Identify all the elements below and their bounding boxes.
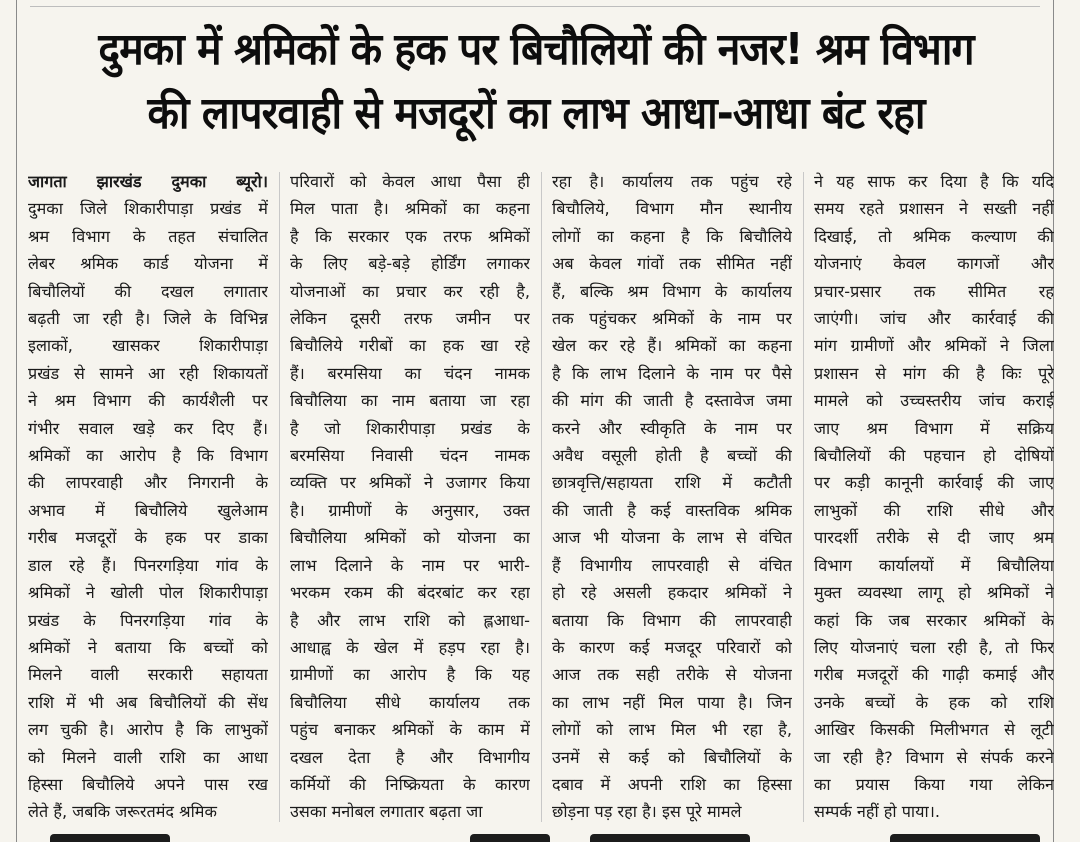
article-text-line: बिचौलिया का नाम बताया जा रहा	[290, 391, 530, 411]
article-text-line: बिचौलिये, विभाग मौन स्थानीय	[552, 199, 792, 219]
article-text-line: है कि लाभ दिलाने के नाम पर पैसे	[552, 363, 792, 383]
article-text-line: हैं, बल्कि श्रम विभाग के कार्यालय	[552, 281, 792, 301]
article-text-line: जाएंगी। जांच और कार्रवाई की	[814, 309, 1054, 329]
article-text-line: श्रमिकों ने खोली पोल शिकारीपाड़ा	[28, 583, 268, 603]
column-rule	[541, 172, 542, 822]
article-column-4	[814, 168, 1054, 828]
article-text-line: गरीब मजदूरों के हक पर डाका	[28, 528, 268, 548]
article-text-line: करने और स्वीकृति के नाम पर	[552, 418, 792, 438]
article-text-line: समय रहते प्रशासन ने सख्ती नहीं	[814, 199, 1054, 219]
article-text-line: व्यक्ति पर श्रमिकों ने उजागर किया	[290, 473, 530, 493]
article-text-line: जा रही है? विभाग से संपर्क करने	[814, 747, 1054, 767]
headline-line-2: की लापरवाही से मजदूरों का लाभ आधा-आधा बंट रहा	[147, 88, 925, 139]
article-text-line: ने यह साफ कर दिया है कि यदि	[814, 172, 1054, 191]
article-text-line: आज भी योजना के लाभ से वंचित	[552, 528, 792, 548]
article-text-line: है जो शिकारीपाड़ा प्रखंड के	[290, 418, 530, 438]
article-text-line: लाभ दिलाने के नाम पर भारी-	[290, 555, 530, 575]
article-text-line: लेते हैं, जबकि जरूरतमंद श्रमिक	[28, 802, 217, 822]
article-text-line: छोड़ना पड़ रहा है। इस पूरे मामले	[552, 802, 742, 822]
article-text-line: का लाभ नहीं मिल पाया है। जिन	[552, 692, 792, 712]
article-text-line: लोगों का कहना है कि बिचौलिये	[552, 226, 792, 246]
headline-line-1: दुमका में श्रमिकों के हक पर बिचौलियों की नजर! श्रम विभाग	[98, 24, 974, 75]
cropped-text	[590, 834, 750, 842]
article-text-line: कहां कि जब सरकार श्रमिकों के	[814, 610, 1054, 630]
article-text-line: श्रम विभाग के तहत संचालित	[28, 226, 268, 246]
article-text-line: मामले को उच्चस्तरीय जांच कराई	[814, 391, 1054, 411]
article-text-line: इलाकों, खासकर शिकारीपाड़ा	[28, 336, 268, 356]
article-text-line: है। ग्रामीणों के अनुसार, उक्त	[290, 500, 530, 520]
column-rule	[803, 172, 804, 822]
article-text-line: बिचौलिया श्रमिकों को योजना का	[290, 528, 530, 548]
article-text-line: लेकिन दूसरी तरफ जमीन पर	[290, 309, 530, 329]
article-text-line: प्रशासन से मांग की है किः पूरे	[814, 363, 1054, 383]
article-text-line: कर्मियों की निष्क्रियता के कारण	[290, 774, 530, 794]
article-text-line: योजनाओं का प्रचार कर रही है,	[290, 281, 530, 301]
article-text-line: छात्रवृत्ति/सहायता राशि में कटौती	[552, 473, 792, 493]
article-text-line: श्रमिकों का आरोप है कि विभाग	[28, 446, 268, 466]
column-1-text	[28, 195, 268, 825]
article-text-line: ग्रामीणों का आरोप है कि यह	[290, 665, 530, 685]
article-text-line: लिए योजनाएं चला रही है, तो फिर	[814, 637, 1054, 657]
article-text-line: मिलने वाली सरकारी सहायता	[28, 665, 268, 685]
article-text-line: मिल पाता है। श्रमिकों का कहना	[290, 199, 530, 219]
cropped-text	[890, 834, 1040, 842]
article-text-line: राशि में भी अब बिचौलियों की सेंध	[28, 692, 268, 712]
article-text-line: भरकम रकम की बंदरबांट कर रहा	[290, 583, 530, 603]
article-text-line: प्रखंड से सामने आ रही शिकायतों	[28, 363, 268, 383]
article-text-line: आधाह्व के खेल में हड़प रहा है।	[290, 637, 530, 657]
column-2-text	[290, 168, 530, 826]
article-text-line: प्रचार-प्रसार तक सीमित रह	[814, 281, 1054, 301]
article-text-line: आज तक सही तरीके से योजना	[552, 665, 792, 685]
article-text-line: बरमसिया निवासी चंदन नामक	[290, 446, 530, 466]
article-text-line: जाए श्रम विभाग में सक्रिय	[814, 418, 1054, 438]
article-text-line: के कारण कई मजदूर परिवारों को	[552, 637, 792, 657]
article-text-line: हैं। बरमसिया का चंदन नामक	[290, 363, 530, 383]
article-text-line: को मिलने वाली राशि का आधा	[28, 747, 268, 767]
article-text-line: की लापरवाही और निगरानी के	[28, 473, 268, 493]
column-rule	[279, 172, 280, 822]
article-text-line: सम्पर्क नहीं हो पाया।.	[814, 802, 940, 822]
article-text-line: पारदर्शी तरीके से दी जाए श्रम	[814, 528, 1054, 548]
article-text-line: लाभुकों की राशि सीधे और	[814, 500, 1054, 520]
article-text-line: प्रखंड के पिनरगड़िया गांव के	[28, 610, 268, 630]
article-text-line: अभाव में बिचौलिये खुलेआम	[28, 500, 268, 520]
article-text-line: परिवारों को केवल आधा पैसा ही	[290, 172, 530, 191]
cropped-text	[470, 834, 550, 842]
article-text-line: रहा है। कार्यालय तक पहुंच रहे	[552, 172, 792, 191]
article-text-line: मुक्त व्यवस्था लागू हो श्रमिकों ने	[814, 583, 1054, 603]
article-text-line: आखिर किसकी मिलीभगत से लूटी	[814, 720, 1054, 740]
article-text-line: हिस्सा बिचौलिये अपने पास रख	[28, 774, 268, 794]
column-4-text	[814, 168, 1054, 826]
article-text-line: गंभीर सवाल खड़े कर दिए हैं।	[28, 418, 268, 438]
article-text-line: उनमें से कई को बिचौलियों के	[552, 747, 792, 767]
article-text-line: का प्रयास किया गया लेकिन	[814, 774, 1054, 794]
article-text-line: विभाग कार्यालयों में बिचौलिया	[814, 555, 1054, 575]
article-text-line: मांग ग्रामीणों और श्रमिकों ने जिला	[814, 336, 1054, 356]
article-text-line: दिखाई, तो श्रमिक कल्याण की	[814, 226, 1054, 246]
article-text-line: लोगों को लाभ मिल भी रहा है,	[552, 720, 792, 740]
article-text-line: बिचौलिया सीधे कार्यालय तक	[290, 692, 530, 712]
neighbouring-column-left	[0, 0, 16, 842]
next-headline-cropped	[30, 828, 1040, 842]
article-text-line: योजनाएं केवल कागजों और	[814, 254, 1054, 274]
article-text-line: ने श्रम विभाग की कार्यशैली पर	[28, 391, 268, 411]
article-text-line: की जाती है कई वास्तविक श्रमिक	[552, 500, 792, 520]
article-text-line: बढ़ती जा रही है। जिले के विभिन्न	[28, 309, 268, 329]
article-text-line: डाल रहे हैं। पिनरगड़िया गांव के	[28, 555, 268, 575]
article-text-line: दबाव में अपनी राशि का हिस्सा	[552, 774, 792, 794]
article-body	[28, 168, 1058, 828]
article-text-line: दखल देता है और विभागीय	[290, 747, 530, 767]
top-rule	[30, 0, 1040, 7]
article-headline	[62, 18, 1011, 146]
article-text-line: गरीब मजदूरों की गाढ़ी कमाई और	[814, 665, 1054, 685]
article-text-line: बिचौलियों की दखल लगातार	[28, 281, 268, 301]
article-text-line: अब केवल गांवों तक सीमित नहीं	[552, 254, 792, 274]
cropped-text	[50, 834, 170, 842]
article-text-line: खेल कर रहे हैं। श्रमिकों का कहना	[552, 336, 792, 356]
article-text-line: लेबर श्रमिक कार्ड योजना में	[28, 254, 268, 274]
article-text-line: दुमका जिले शिकारीपाड़ा प्रखंड में	[28, 199, 268, 219]
article-text-line: पर कड़ी कानूनी कार्रवाई की जाए	[814, 473, 1054, 493]
article-text-line: पहुंच बनाकर श्रमिकों के काम में	[290, 720, 530, 740]
article-column-2	[290, 168, 530, 828]
article-column-1	[28, 168, 268, 828]
dateline: जागता झारखंड दुमका ब्यूरो।	[28, 172, 268, 191]
article-text-line: की मांग की जाती है दस्तावेज जमा	[552, 391, 792, 411]
article-column-3	[552, 168, 792, 828]
article-text-line: उसका मनोबल लगातार बढ़ता जा	[290, 802, 483, 822]
article-text-line: है कि सरकार एक तरफ श्रमिकों	[290, 226, 530, 246]
article-text-line: तक पहुंचकर श्रमिकों के नाम पर	[552, 309, 792, 329]
article-text-line: हो रहे असली हकदार श्रमिकों ने	[552, 583, 792, 603]
column-3-text	[552, 168, 792, 826]
article-text-line: श्रमिकों ने बताया कि बच्चों को	[28, 637, 268, 657]
article-text-line: बिचौलियों की पहचान हो दोषियों	[814, 446, 1054, 466]
article-text-line: अवैध वसूली होती है बच्चों की	[552, 446, 792, 466]
article-text-line: हैं विभागीय लापरवाही से वंचित	[552, 555, 792, 575]
column-divider-left	[16, 0, 17, 842]
article-text-line: बिचौलिये गरीबों का हक खा रहे	[290, 336, 530, 356]
article-text-line: बताया कि विभाग की लापरवाही	[552, 610, 792, 630]
article-text-line: के लिए बड़े-बड़े होर्डिंग लगाकर	[290, 254, 530, 274]
article-text-line: उनके बच्चों के हक को राशि	[814, 692, 1054, 712]
article-text-line: है और लाभ राशि को ह्लआधा-	[290, 610, 530, 630]
article-text-line: लग चुकी है। आरोप है कि लाभुकों	[28, 720, 268, 740]
